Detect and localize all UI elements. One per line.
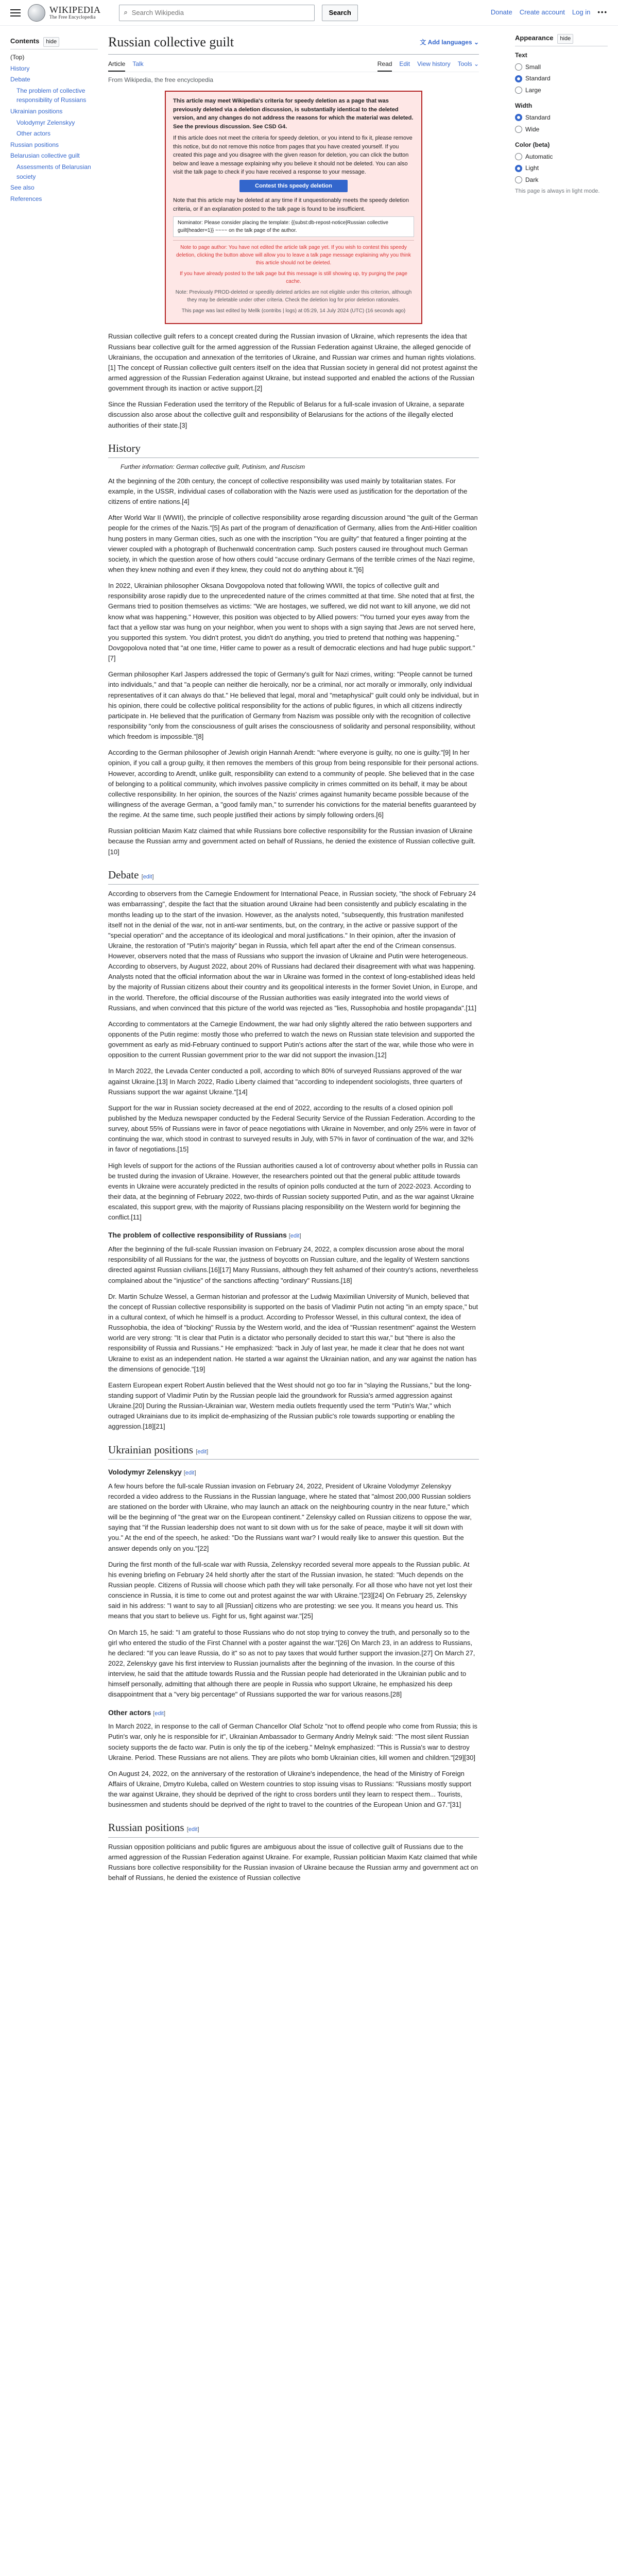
edit-section-link[interactable]: [edit] <box>288 1233 301 1240</box>
color-option[interactable] <box>515 163 608 173</box>
section-russian-positions: Russian positions [edit] <box>108 1819 479 1838</box>
toc-item[interactable] <box>10 75 98 84</box>
search-input[interactable] <box>132 9 311 16</box>
text-size-option[interactable] <box>515 86 608 95</box>
search-button[interactable]: Search <box>322 5 357 21</box>
text-size-option[interactable] <box>515 74 608 83</box>
paragraph: According to commentators at the Carnegie Endowment, the war had only slightly altered the ratio between supporters and opponents of the Putin regime: mostly those who preferred to watch the news on Russian state television and supported the government as early as mid-February continued to support Putin's actions after the start of the war, while those who were in opposition to the current Russian government prior to the war did not support the invasion.[12] <box>108 1020 475 1059</box>
appearance-header <box>515 33 608 46</box>
tab-read[interactable]: Read <box>377 58 392 72</box>
radio-icon[interactable] <box>515 63 522 71</box>
color-option-label: Automatic <box>525 152 553 160</box>
paragraph: According to the German philosopher of Jewish origin Hannah Arendt: "where everyone is guilty, no one is guilty."[9] In her opinion, if you call a group guilty, it then removes the members of this group from being responsible for their personal actions. However, according to Arendt, unlike guilt, responsibility can extend to a community of people. She believed that in the case of belonging to a political community, which involves passive complicity in crimes committed on its behalf, it may be about collective responsibility. In her opinion, the sources of the Nazis' crimes against humanity became possible because of the willingness of the average German, a "good family man," to surrender his convictions for the material benefits guaranteed by the regime. At the same time, such people justified their actions by simply following orders.[6] <box>108 749 479 819</box>
tab-article[interactable]: Article <box>108 58 125 72</box>
toc-item-link[interactable]: Ukrainian positions <box>10 108 63 115</box>
edit-section-link[interactable]: [edit] <box>186 1826 199 1833</box>
tab-view-history[interactable]: View history <box>417 60 451 68</box>
notice-instructions: If this article does not meet the criteria for speedy deletion, or you intend to fix it, please remove this notice, but do not remove this notice from pages that you have created yourself. If you created this page and you disagree with the given reason for deletion, you can click the button below and leave a message explaining why you believe it should not be deleted. You can also visit the talk page to check if you have received a response to your message. <box>173 135 413 176</box>
purge-note: If you have already posted to the talk page but this message is still showing up, try purging the page cache. <box>180 271 407 285</box>
paragraph: On August 24, 2022, on the anniversary of the restoration of Ukraine's independence, the head of the Ministry of Foreign Affairs of Ukraine, Dmytro Kuleba, called on Western countries to stop issuing visas to Russians: "Russians mostly support the war against Ukraine, they should be deprived of the right to cross borders until they learn to respect them... Tourists, businessmen and students should be deprived of the right to travel to the countries of the European Union and G7."[31] <box>108 1769 471 1809</box>
edit-section-link[interactable]: [edit] <box>153 1710 166 1717</box>
toc-item[interactable] <box>10 86 98 105</box>
author-note: Note to page author: You have not edited the article talk page yet. If you wish to contest this speedy deletion, clicking the button above will allow you to leave a talk page message explaining why you think this article should not be deleted. If you have already posted to the talk page but this message is still showing up, try purging the page cache. Note: Previously PROD-deleted or speedily deleted articles are not eligible under this criterion, although they may be deletable under other criteria. Check the deletion log for prior deletion rationales. This page was last edited by Mellk (contribs | logs) at 05:29, 14 July 2024 (UTC) (16 seconds ago) <box>173 240 414 315</box>
toc-item-link[interactable]: The problem of collective responsibility of Russians <box>16 87 87 104</box>
appearance-title: Appearance <box>515 34 554 42</box>
globe-icon <box>28 4 45 22</box>
radio-icon[interactable] <box>515 114 522 121</box>
paragraph: After World War II (WWII), the principle of collective responsibility arose regarding discussion around "the guilt of the German people for the crimes of the Nazis."[5] As part of the program of denazification of Germany, allies from the Anti-Hitler coalition hung posters in many German cities, such as one with the inscription "You are guilty" that featured a finger pointing at the viewer coupled with a photograph of Buchenwald concentration camp. Such posters caused ire throughout much German society, in which the question arose of how others could "accuse ordinary Germans of the terrible crimes of the Nazi regime, when they knew nothing and even if they knew, they could not do anything about it."[6] <box>108 514 478 574</box>
appearance-hide-button[interactable]: hide <box>557 34 573 44</box>
text-size-option-label: Standard <box>525 75 551 82</box>
section-debate: Debate [edit] <box>108 867 479 885</box>
debate-body <box>108 889 479 1223</box>
russian-body <box>108 1842 479 1884</box>
width-option[interactable] <box>515 125 608 134</box>
toc-item-link[interactable]: Volodymyr Zelenskyy <box>16 118 75 126</box>
article <box>108 32 479 1889</box>
tab-edit[interactable]: Edit <box>399 60 410 68</box>
toc-item[interactable] <box>10 64 98 74</box>
section-ukrainian-positions: Ukrainian positions [edit] <box>108 1442 479 1460</box>
wikipedia-logo[interactable] <box>28 4 100 22</box>
wordmark <box>49 5 100 20</box>
login-link[interactable]: Log in <box>572 8 591 16</box>
color-option-label: Light <box>525 164 539 172</box>
edit-section-link[interactable]: [edit] <box>183 1470 196 1477</box>
radio-icon[interactable] <box>515 153 522 160</box>
personal-tools <box>491 7 608 18</box>
paragraph: High levels of support for the actions of the Russian authorities caused a lot of controversy about whether polls in Russia can be trusted during the invasion of Ukraine. However, the researchers pointed out that the general public attitude towards events in Ukraine were accurately predicted in the results of opinion polls conducted at the turn of 2022-2023. According to their data, at the beginning of February 2022, two-thirds of Russian society supported Putin, and as the war against Ukraine escalated, this support grew, with the majority of Russians placing responsibility on the Western world for beginning the conflict.[11] <box>108 1161 478 1222</box>
width-option-label: Standard <box>525 114 551 122</box>
toc-item[interactable] <box>10 151 98 161</box>
text-size-group <box>515 50 608 95</box>
contest-deletion-button[interactable]: Contest this speedy deletion <box>239 180 348 193</box>
text-size-option[interactable] <box>515 62 608 72</box>
toc-list <box>10 53 98 204</box>
paragraph: On March 15, he said: "I am grateful to those Russians who do not stop trying to convey the truth, and personally so to the girl who entered the studio of the First Channel with a poster against the war."[26] On March 23, in an address to Russians, he declared: "If you can leave Russia, do it" so as not to pay taxes that would further support the invasion.[27] On March 27, 2022, Zelenskyy gave his first interview to Russian journalists after the beginning of the invasion. In the course of this interview, he said that the attitude towards Russia and the Russian people had deteriorated in the Ukrainian public and to himself personally, admitting that although there are people in Russia who support Ukraine, he emphasized his deep disappointment that a "very big percentage" of Russians supported the war for various reasons.[28] <box>108 1628 475 1699</box>
paragraph: Russian politician Maxim Katz claimed that while Russians bore collective responsibility for the Russian invasion of Ukraine because the Russian army and government acted on behalf of Russians, he denied the existence of Russian collective guilt.[10] <box>108 827 476 856</box>
page-title: Russian collective guilt <box>108 35 234 49</box>
edit-section-link[interactable]: [edit] <box>141 873 154 880</box>
toc-item[interactable] <box>10 140 98 150</box>
paragraph: German philosopher Karl Jaspers addressed the topic of Germany's guilt for Nazi crimes, writing: "People cannot be turned into individuals," and that "a people can neither die heroically, nor be a criminal, nor act morally or immorally, only individual representatives of it can always do that." He believed that legal, moral and "metaphysical" guilt could only be individual, but in his opinion, there could be collective political responsibility for the actions of public figures, in which all citizens indirectly participate in. He believed that the purification of Germany from Nazism was possible only with the recognition of collective responsibility "only from the consciousness of guilt arises the consciousness of solidarity and personal responsibility, without which freedom is impossible."[8] <box>108 670 479 741</box>
width-option[interactable] <box>515 113 608 123</box>
paragraph: Eastern European expert Robert Austin believed that the West should not go too far in "slaying the Russians," but the long-standing support of Vladimir Putin by the Russian people laid the groundwork for Russia's armed aggression against Ukraine.[20] During the Russian-Ukrainian war, Western media outlets frequently used the term "Putin's War," which outraged Ukrainians due to its implicit de-emphasizing of the Russian public's role towards supporting or enabling the aggression.[18][21] <box>108 1381 472 1431</box>
intro-paragraph-1: Russian collective guilt refers to a concept created during the Russian invasion of Ukraine, which represents the idea that Russians bear collective guilt for the armed aggression of the Russian Federation against Ukraine, the alleged genocide of Ukrainians, the occupation and annexation of the territories of Ukraine, and Russian war crimes and human rights violations.[1] The concept of Russian collective guilt centers itself on the idea that Russian society in general did not protest against the armed aggression of the Russian Federation against Ukraine, but instead supported and enabled the actions of the Russian government through its inaction or active support.[2] <box>108 332 478 393</box>
toc-hide-button[interactable]: hide <box>43 37 59 47</box>
search-icon: ⌕ <box>124 8 128 16</box>
paragraph: In 2022, Ukrainian philosopher Oksana Dovgopolova noted that following WWII, the topics of collective guilt and responsibility arose rapidly due to the unprecedented nature of the crimes committed at that time. She noted that at first, the Germans tried to position themselves as victims: "We are hostages, we suffered, we did not want to kill anyone, we did not know what was happening." However, this position was objected to by Allied powers: "You turned your eyes away from the fact that a yellow star was hung on your neighbor, when you went to shops with a sign saying that Jews are not served here, you supported this system. You didn't protest, you didn't do anything, you tried to pretend that nothing was happening." Dovgopolova noted that "at one time, Hitler came to power as a result of democratic elections and had huge public support."[7] <box>108 582 476 663</box>
last-edited-stamp: This page was last edited by Mellk (contribs | logs) at 05:29, 14 July 2024 (UTC) (16 seconds ago) <box>181 308 406 314</box>
more-options-icon[interactable]: ••• <box>597 8 608 16</box>
toc-item-link[interactable]: Russian positions <box>10 141 59 148</box>
toc-item-link[interactable]: History <box>10 64 30 72</box>
notice-warning: Note that this article may be deleted at any time if it unquestionably meets the speedy deletion criteria, or if an explanation posted to the talk page is found to be insufficient. <box>173 197 409 212</box>
paragraph: Dr. Martin Schulze Wessel, a German historian and professor at the Ludwig Maximilian University of Munich, believed that the concept of Russian collective responsibility is supported on the basis of Vladimir Putin not acting "in an empty space," but in a cultural context, of which he himself is a product. According to Professor Wessel, in this cultural context, the idea of Russophobia, the idea of "blocking" Russia by the Western world, and the idea of "Russian resentment" against the Western world are very strong: "It is clear that Putin is a dictator who personally decided to start this war," but "there is also the responsibility of Russia and Russians." He emphasized: "back in July of last year, he made it clear that he does not want Ukraine to exist as an independent nation. He started a war against the Ukrainian nation, and any war against the nation has the dimensions of genocide."[19] <box>108 1292 478 1373</box>
table-of-contents <box>10 36 98 205</box>
appearance-panel <box>515 33 608 202</box>
toc-item[interactable] <box>10 183 98 193</box>
section-history: History <box>108 440 479 459</box>
toc-title: Contents <box>10 37 40 45</box>
nominator-note: Nominator: Please consider placing the template: {{subst:db-repost-notice|Russian collective guilt|header=1}} ~~~~ on the talk page of the author. <box>173 216 414 237</box>
toc-item-link[interactable]: See also <box>10 184 35 192</box>
paragraph: In March 2022, in response to the call of German Chancellor Olaf Scholz "not to offend people who come from Russia; this is Putin's war, only he is responsible for it", Ukrainian Ambassador to Germany Andriy Melnyk said: "The most silent Russian society supports the de facto war. Putin is only the tip of the iceberg." Melnyk emphasized: "This is Russia's war to destroy Ukraine. Period. These Russians are not aliens. They are pilots who bomb Ukrainian cities, kill women and children."[29][30] <box>108 1722 477 1761</box>
paragraph: A few hours before the full-scale Russian invasion on February 24, 2022, President of Ukraine Volodymyr Zelenskyy recorded a video address to the Russians in the Russian language, where he stated that "almost 200,000 Russian soldiers are stationed on the border with Ukraine, who may launch an attack on the neighbouring country in the near future," which will be the beginning of "the great war on the European continent." Zelenskyy called on Russian citizens to oppose the war, saying that "if the Russian leadership does not want to sit down with us for the sake of peace, maybe it will sit down with you." At the end of the speech, he asked: "Do the Russians want war? I would really like to answer this question. But the answer depends only on you."[22] <box>108 1482 472 1552</box>
page-tabs <box>108 58 479 72</box>
toc-item-link[interactable]: (Top) <box>10 54 25 61</box>
toc-item-link[interactable]: Belarusian collective guilt <box>10 152 80 160</box>
radio-icon[interactable] <box>515 176 522 183</box>
wordmark-tagline: The Free Encyclopedia <box>49 14 96 20</box>
tools-dropdown[interactable]: Tools ⌄ <box>457 60 479 68</box>
zelenskyy-body <box>108 1481 479 1700</box>
create-account-link[interactable]: Create account <box>519 8 565 16</box>
top-bar <box>0 0 618 26</box>
toc-item-link[interactable]: Debate <box>10 76 30 83</box>
toc-item[interactable] <box>10 107 98 116</box>
toc-item[interactable] <box>10 53 98 62</box>
color-label: Color (beta) <box>515 141 550 149</box>
page-title-row <box>108 32 479 55</box>
search-box[interactable] <box>119 5 315 21</box>
toc-item[interactable] <box>10 118 98 128</box>
edit-section-link[interactable]: [edit] <box>196 1448 209 1455</box>
main-menu-icon[interactable] <box>10 9 21 16</box>
problem-body <box>108 1244 479 1432</box>
paragraph: Support for the war in Russian society decreased at the end of 2022, according to the results of a closed opinion poll published by the Meduza newspaper conducted by the Federal Security Service of the Russian Federation. According to the survey, about 55% of Russians were in favor of peace negotiations with Ukraine in November, and only 25% were in favor of continuing the war, which stood in contrast to surveyed results in July, with 57% in favor of continuation of the war, and 32% in favor of negotiations.[15] <box>108 1104 476 1154</box>
section-problem: The problem of collective responsibility of Russians [edit] <box>108 1231 301 1240</box>
toc-item[interactable] <box>10 129 98 139</box>
toc-item-link[interactable]: Other actors <box>16 130 51 138</box>
text-size-label: Text <box>515 52 527 59</box>
paragraph: During the first month of the full-scale war with Russia, Zelenskyy recorded several more appeals to the Russian public. At his evening briefing on February 24 held shortly after the start of the Russian invasion, he stated: "Much depends on the Russian people. Citizens of Russia will choose which path they will take personally. For all those who have not yet lost their conscience in Russia, it is time to come out and protest against the war with Ukraine."[23][24] On February 25, Zelenskyy said in his address: "I want to say to all [Russian] citizens who are protesting: we see you. It means you heard us. This means that you start to believe us. Fight for us, fight against war."[25] <box>108 1560 473 1620</box>
paragraph: At the beginning of the 20th century, the concept of collective responsibility was used mainly by totalitarian states. For example, in the USSR, individual cases of collaboration with the Nazis were used as justification for the deportation of the citizens of entire nations.[4] <box>108 477 468 506</box>
text-size-option-label: Small <box>525 63 541 71</box>
donate-link[interactable]: Donate <box>490 8 512 16</box>
other-actors-body <box>108 1721 479 1810</box>
intro-paragraph-2: Since the Russian Federation used the territory of the Republic of Belarus for a full-scale invasion of Ukraine, a separate discussion also arose about the collective guilt and responsibility of Belarusians for the actions of the illegally elected authorities of their state.[3] <box>108 400 465 429</box>
history-body <box>108 476 479 857</box>
add-languages-button[interactable]: 文 Add languages ⌄ <box>420 38 479 46</box>
paragraph: According to observers from the Carnegie Endowment for International Peace, in Russian society, "the shock of February 24 was embarrassing", despite the fact that the situation around Ukraine had been consistently and publicly escalating in the months leading up to the start of the invasion. However, as the analysts noted, "subsequently, this frustration manifested itself not in the denial of the war, not in anti-war sentiments, but, on the contrary, in the active or passive support of the "special operation" and the acceptance of its ideological and moral justifications." In their opinion, after the invasion of Ukraine, the restoration of "Putin's majority" began in Russia, which fell apart after the end of the Crimean consensus. However, observers noted that the mass of Russians who support the invasion of Ukraine and Putin were heterogeneous. According to observers, by August 2022, about 20% of Russians had declared their disagreement with what was happening. Analysts noted that the official information about the war in Ukraine was formed in the context of long-established ideas held by the majority of Russian citizens about their country and its geopolitical interests in the former Soviet Union, in Europe, and in the world. Therefore, the official discourse of the Russian authorities was easily integrated into the world views of Russians, and when convinced that this picture of the world was rejected as "lies, Russophobia and hostile propaganda".[11] <box>108 890 477 1012</box>
width-label: Width <box>515 102 533 110</box>
radio-icon[interactable] <box>515 87 522 94</box>
radio-icon[interactable] <box>515 165 522 172</box>
color-option-label: Dark <box>525 176 539 183</box>
width-group <box>515 101 608 134</box>
color-group <box>515 140 608 195</box>
radio-icon[interactable] <box>515 126 522 133</box>
toc-item[interactable] <box>10 194 98 204</box>
width-option-label: Wide <box>525 125 540 133</box>
speedy-deletion-notice <box>165 91 422 324</box>
section-other-actors: Other actors [edit] <box>108 1708 166 1717</box>
hatnote: Further information: German collective guilt, Putinism, and Ruscism <box>121 463 305 471</box>
tab-talk[interactable]: Talk <box>132 60 144 68</box>
paragraph: Russian opposition politicians and public figures are ambiguous about the issue of collective guilt of Russians due to the armed aggression of the Russian Federation against Ukraine. For example, Russian politician Maxim Katz claimed that while Russians bore collective responsibility for the Russian invasion of Ukraine because the Russian army and government act on behalf of Russians, he denied the existence of Russian collective <box>108 1842 478 1882</box>
section-zelenskyy: Volodymyr Zelenskyy [edit] <box>108 1468 196 1477</box>
paragraph: In March 2022, the Levada Center conducted a poll, according to which 80% of surveyed Russians approved of the war against Ukraine.[13] In March 2022, Radio Liberty claimed that "according to independent sociologists, three quarters of Russians support the war against Ukraine."[14] <box>108 1067 462 1096</box>
toc-item-link[interactable]: Assessments of Belarusian society <box>16 163 91 180</box>
toc-header <box>10 36 98 49</box>
text-size-option-label: Large <box>525 86 541 94</box>
color-note: This page is always in light mode. <box>515 188 600 194</box>
color-option[interactable] <box>515 152 608 162</box>
notice-lead: This article may meet Wikipedia's criteria for speedy deletion as a page that was previously deleted via a deletion discussion, is substantially identical to the deleted version, and any changes do not address the reasons for which the material was deleted. See the previous discussion. See CSD G4. <box>173 98 414 130</box>
toc-item[interactable] <box>10 162 98 181</box>
paragraph: After the beginning of the full-scale Russian invasion on February 24, 2022, a complex discussion arose about the moral responsibility of all Russians for the war, the justness of boycotts on Russian culture, and the legality of Western sanctions directed against Russian civilians.[16][17] Many Russians, although they felt ashamed of their country's actions, nevertheless complained about the "injustice" of the sanctions affecting "ordinary" Russians.[18] <box>108 1245 478 1284</box>
color-option[interactable] <box>515 175 608 185</box>
wordmark-title: WIKIPEDIA <box>49 5 101 15</box>
toc-item-link[interactable]: References <box>10 195 42 202</box>
prod-note: Note: Previously PROD-deleted or speedily deleted articles are not eligible under this criterion, although they may be deletable under other criteria. Check the deletion log for prior deletion rationales. <box>175 290 412 303</box>
site-sub: From Wikipedia, the free encyclopedia <box>108 76 214 83</box>
radio-icon[interactable] <box>515 75 522 82</box>
